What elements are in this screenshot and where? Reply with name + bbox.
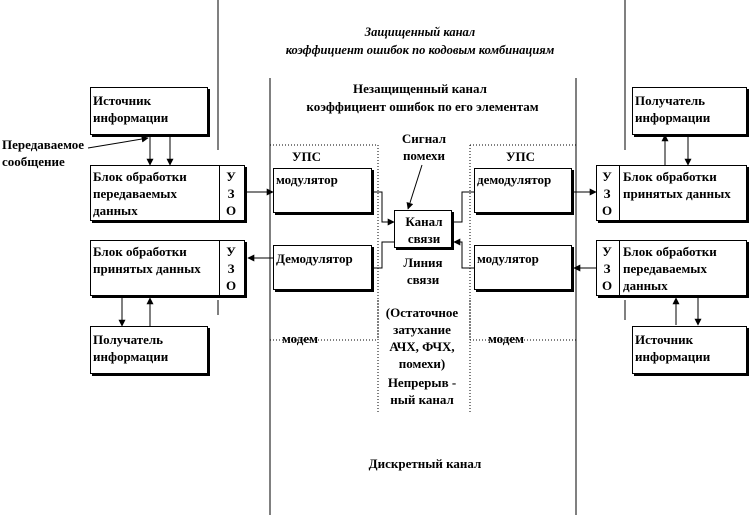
left-tx-processing-label: Блок обработки передаваемых данных (93, 169, 187, 218)
right-rx-processing-box (596, 165, 747, 221)
right-source-box (632, 326, 747, 374)
left-rx-processing-label: Блок обработки принятых данных (93, 244, 201, 276)
right-receiver-box (632, 87, 747, 135)
protected-channel-title: Защищенный канал (364, 25, 476, 39)
left-modulator-label: модулятор (276, 172, 338, 187)
channel-box (394, 210, 452, 248)
uzo-divider (219, 166, 220, 222)
right-modem-label: модем (488, 331, 525, 346)
right-uzo-top: У З О (601, 169, 613, 218)
unprotected-channel-title: Незащищенный канал (353, 81, 487, 96)
noise-signal-label: Сигнал помехи (401, 131, 447, 163)
right-tx-processing-label: Блок обработки передаваемых данных (623, 244, 717, 293)
channel-label: Канал связи (405, 214, 443, 246)
right-demodulator-label: демодулятор (477, 172, 552, 187)
uzo-divider (619, 166, 620, 222)
left-modulator-box (273, 168, 372, 213)
residual-label: (Остаточное затухание АЧХ, ФЧХ, помехи) (385, 305, 459, 371)
right-modulator-box (474, 245, 572, 290)
right-receiver-label: Получатель информации (635, 93, 711, 125)
uzo-divider (619, 241, 620, 297)
discrete-channel-label: Дискретный канал (368, 456, 482, 471)
unprotected-channel-rate: коэффициент ошибок по его элементам (306, 99, 539, 114)
right-demodulator-box (474, 168, 572, 213)
left-tx-processing-box (90, 165, 245, 221)
left-demodulator-label: Демодулятор (276, 251, 353, 266)
left-rx-processing-box (90, 240, 245, 296)
transmitted-message-label: Передаваемое сообщение (2, 137, 85, 169)
right-uzo-bottom: У З О (601, 244, 613, 293)
right-tx-processing-box (596, 240, 747, 296)
left-uzo-top: У З О (225, 169, 237, 218)
line-label: Линия связи (403, 255, 443, 287)
left-uzo-bottom: У З О (225, 244, 237, 293)
continuous-channel-label: Непрерыв - ный канал (387, 375, 457, 407)
left-receiver-label: Получатель информации (93, 332, 169, 364)
protected-channel-rate: коэффициент ошибок по кодовым комбинациям (285, 43, 555, 57)
right-modulator-label: модулятор (477, 251, 539, 266)
left-modem-label: модем (282, 331, 319, 346)
uzo-divider (219, 241, 220, 297)
right-ups-label: УПС (506, 149, 536, 164)
left-demodulator-box (273, 245, 372, 290)
left-source-label: Источник информации (93, 93, 169, 125)
left-ups-label: УПС (292, 149, 322, 164)
right-source-label: Источник информации (635, 332, 711, 364)
left-source-box (90, 87, 208, 135)
right-rx-processing-label: Блок обработки принятых данных (623, 169, 731, 201)
left-receiver-box (90, 326, 208, 374)
